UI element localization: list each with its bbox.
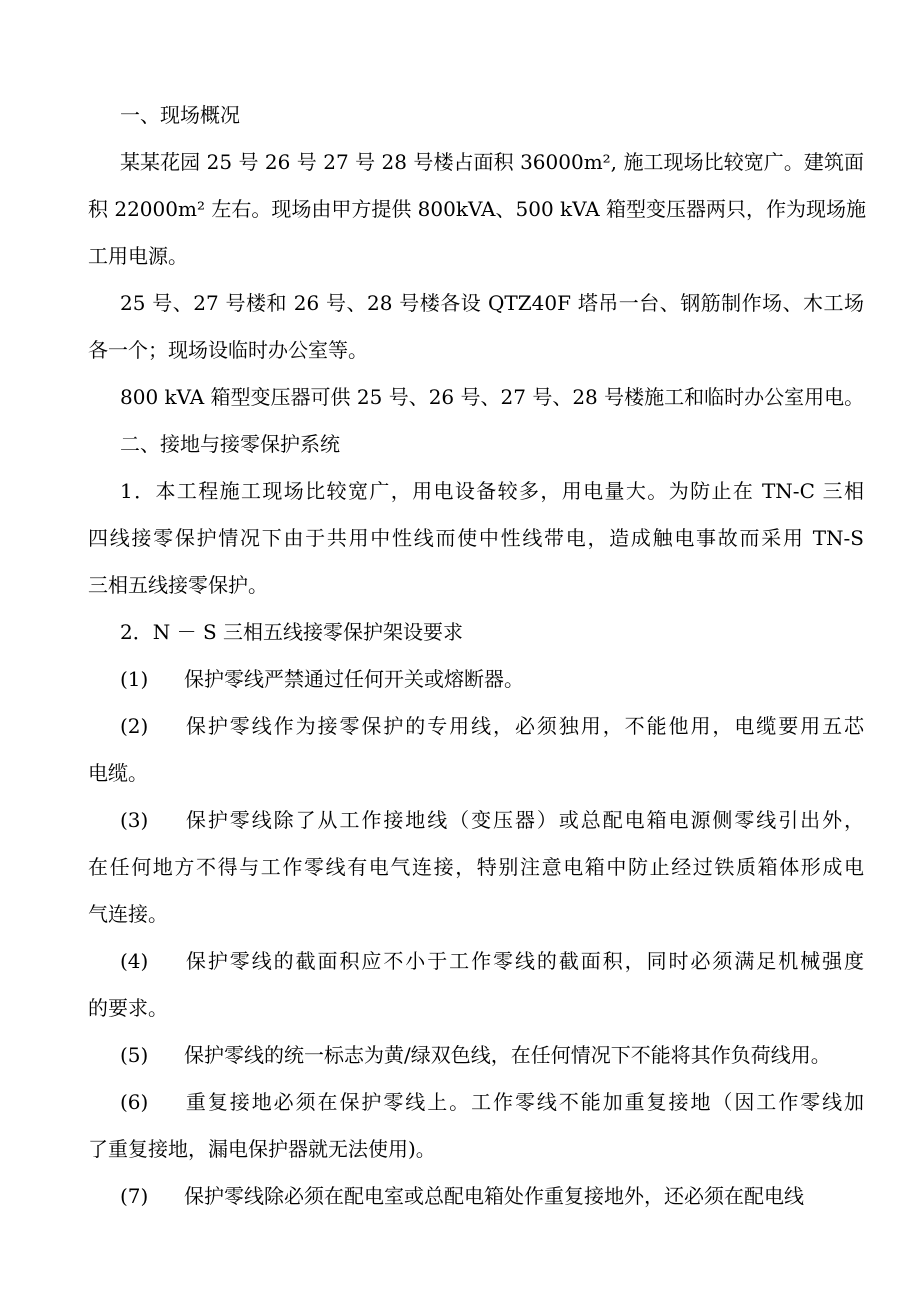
item-text: 保护零线除了从工作接地线（变压器）或总配电箱电源侧零线引出外， [184,808,864,832]
text-line: 气连接。 [88,902,168,926]
item-number: (2) [120,714,149,738]
item-number: (4) [120,949,149,973]
list-item [88,656,864,703]
section-1-title [88,92,864,139]
item-number: (7) [120,1184,149,1208]
item-text: 重复接地必须在保护零线上。工作零线不能加重复接地（因工作零线加 [184,1090,864,1114]
text-line: 各一个；现场设临时办公室等。 [88,338,368,362]
paragraph-tower-cranes [88,280,864,374]
item-number: (6) [120,1090,149,1114]
text-line [88,656,864,703]
text-line: 2．N － S 三相五线接零保护架设要求 [120,620,463,644]
item-text: 保护零线的截面积应不小于工作零线的截面积，同时必须满足机械强度 [184,949,864,973]
paragraph-site-overview [88,139,867,280]
text-line: 25 号、27 号楼和 26 号、28 号楼各设 QTZ40F 塔吊一台、钢筋制作场、木工场 [120,291,864,315]
text-line: 工用电源。 [88,244,188,268]
paragraph-tn-s-requirements [88,609,864,656]
item-number: (3) [120,808,149,832]
list-item [88,938,864,1032]
text-line: 800 kVA 箱型变压器可供 25 号、26 号、27 号、28 号楼施工和临时办公室用电。 [120,385,865,409]
text-line: 一、现场概况 [120,103,240,127]
list-item [88,1079,864,1173]
paragraph-tn-s-reason [88,468,864,609]
text-line [88,1173,864,1220]
list-item [88,797,864,938]
paragraph-transformer [88,374,864,421]
text-line [88,797,864,844]
text-line: 的要求。 [88,996,168,1020]
text-line: 积 22000m² 左右。现场由甲方提供 800kVA、500 kVA 箱型变压器两只，作为现场施 [88,197,867,221]
item-text: 保护零线作为接零保护的专用线，必须独用，不能他用，电缆要用五芯 [184,714,864,738]
item-number: (1) [120,667,149,691]
text-line: 某某花园 25 号 26 号 27 号 28 号楼占面积 36000m², 施工现场比较宽广。建筑面 [120,150,864,174]
text-line [88,703,864,750]
text-line: 1．本工程施工现场比较宽广，用电设备较多，用电量大。为防止在 TN-C 三相 [120,479,864,503]
item-text: 保护零线除必须在配电室或总配电箱处作重复接地外，还必须在配电线 [184,1184,804,1208]
section-2-title [88,421,864,468]
text-line: 电缆。 [88,761,148,785]
list-item [88,703,864,797]
text-line: 四线接零保护情况下由于共用中性线而使中性线带电，造成触电事故而采用 TN-S [88,526,864,550]
item-text: 保护零线严禁通过任何开关或熔断器。 [184,667,524,691]
text-line [88,1079,864,1126]
text-line [88,938,864,985]
item-text: 保护零线的统一标志为黄/绿双色线，在任何情况下不能将其作负荷线用。 [184,1043,831,1067]
item-number: (5) [120,1043,149,1067]
text-line: 二、接地与接零保护系统 [120,432,340,456]
document-page [88,92,867,1220]
list-item [88,1032,864,1079]
list-item [88,1173,864,1220]
text-line: 在任何地方不得与工作零线有电气连接，特别注意电箱中防止经过铁质箱体形成电 [88,855,864,879]
text-line: 了重复接地，漏电保护器就无法使用)。 [88,1137,436,1161]
text-line [88,1032,864,1079]
text-line: 三相五线接零保护。 [88,573,268,597]
